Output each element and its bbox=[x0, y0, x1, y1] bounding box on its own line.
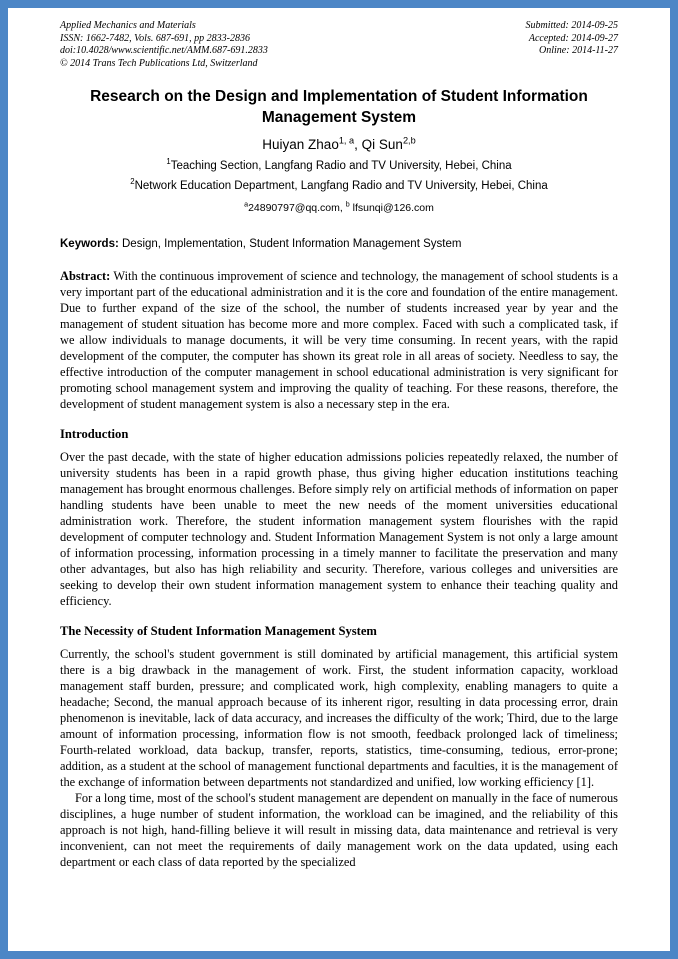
author-2-name: Qi Sun bbox=[361, 137, 403, 152]
online-date: Online: 2014-11-27 bbox=[539, 45, 618, 56]
section-heading-necessity: The Necessity of Student Information Management System bbox=[60, 624, 377, 638]
abstract-text: With the continuous improvement of science and technology, the management of school students is a very important part of the educational administration and it is the core and foundation of the entire management. Due to further expand of the size of the school, the number of students increased year by year and the management of student situation has become more and more complex. Faced with such a complicated task, if we allow individuals to manage documents, it will be very time consuming. In recent years, with the rapid development of the computer, the computer has shown its great role in all areas of society. Needless to say, the effective introduction of the computer management in school educational administration is very significant for promoting school management system and improving the quality of teaching. For these reasons, therefore, the development of student management system is also a necessary step in the era. bbox=[60, 269, 618, 411]
paper-title: Research on the Design and Implementation of Student Information Management System bbox=[90, 88, 588, 126]
necessity-paragraph-1: Currently, the school's student government is still dominated by artificial management, this artificial system there is a big drawback in the management of work. First, the student information capacity, workload management staff burden, pressure; and complicated work, high complexity, enabling managers to quite a headache; Second, the manual approach because of its inherent rigor, resulting in data processing error, drain phenomenon is inevitable, lack of data accuracy, and increases the difficulty of the work; Third, due to the large amount of information processing, information flow is not smooth, feedback prolonged lack of timeliness; Fourth-related workload, data backup, transfer, reports, statistics, time-consuming, tedious, error-prone; addition, as a student at the school of management functional departments and faculties, it is the management of the exchange of information between departments not standardized and unified, low working efficiency [1]. bbox=[60, 647, 618, 789]
introduction-paragraph: Over the past decade, with the state of higher education admissions policies repeatedly relaxed, the number of university students has been in a rapid growth phase, thus giving higher education institutions teaching management has brought enormous challenges. Before simply rely on artificial methods of information on paper handling students have been unable to meet the new needs of the moment universities educational administration work. Therefore, the student information management system flourishes with the rapid development of computer technology and. Student Information Management System is not only a large amount of information processing, information processing in a timely manner to facilitate the preservation and many other advantages, but also has high reliability and security. Therefore, various colleges and universities are seeking to develop their own student information management system to enhance their teaching quality and efficiency. bbox=[60, 450, 618, 608]
journal-copyright: © 2014 Trans Tech Publications Ltd, Switzerland bbox=[60, 57, 258, 69]
keywords-label: Keywords: bbox=[60, 238, 119, 250]
affiliation-1-superscript: 1 bbox=[166, 157, 171, 167]
affiliation-line-1 bbox=[60, 157, 618, 172]
section-heading-introduction: Introduction bbox=[60, 427, 129, 441]
authors-line bbox=[60, 137, 618, 152]
email-b-text: lfsunqi@126.com bbox=[352, 202, 434, 214]
abstract-label: Abstract: bbox=[60, 269, 111, 283]
affiliation-2-superscript: 2 bbox=[130, 177, 135, 187]
abstract-paragraph bbox=[60, 268, 618, 412]
journal-header bbox=[60, 20, 618, 70]
email-b-superscript: b bbox=[345, 200, 350, 209]
accepted-date: Accepted: 2014-09-27 bbox=[528, 32, 618, 44]
emails-line bbox=[60, 202, 618, 214]
affiliation-2-text: Network Education Department, Langfang Radio and TV University, Hebei, China bbox=[134, 180, 548, 192]
email-a-text: 24890797@qq.com, bbox=[248, 202, 343, 214]
affiliation-1-text: Teaching Section, Langfang Radio and TV University, Hebei, China bbox=[170, 160, 512, 172]
necessity-paragraph-2: For a long time, most of the school's student management are dependent on manually in the face of numerous disciplines, a huge number of student information, the workload can be imagined, and the reliability of this approach is not high, hand-filling believe it will result in missing data, data maintenance and retrieval is very inconvenient, can not meet the requirements of daily management work on the data updated, using each department or each class of data reported by the specialized bbox=[60, 791, 618, 869]
author-2-superscript: 2,b bbox=[402, 135, 416, 146]
journal-issn-volume: ISSN: 1662-7482, Vols. 687-691, pp 2833-2836 bbox=[60, 32, 250, 44]
affiliation-line-2 bbox=[60, 177, 618, 192]
authors-separator: , bbox=[354, 137, 362, 152]
email-a-superscript: a bbox=[244, 200, 249, 209]
keywords-line bbox=[60, 238, 618, 250]
keywords-text: Design, Implementation, Student Information Management System bbox=[122, 238, 462, 250]
paper-page bbox=[8, 8, 670, 951]
author-1-superscript: 1, a bbox=[338, 135, 355, 146]
author-1-name: Huiyan Zhao bbox=[262, 137, 339, 152]
journal-doi: doi:10.4028/www.scientific.net/AMM.687-691.2833 bbox=[60, 45, 268, 56]
submission-dates bbox=[526, 20, 619, 70]
journal-info bbox=[60, 20, 268, 70]
journal-name: Applied Mechanics and Materials bbox=[60, 20, 196, 31]
submitted-date: Submitted: 2014-09-25 bbox=[525, 20, 618, 31]
